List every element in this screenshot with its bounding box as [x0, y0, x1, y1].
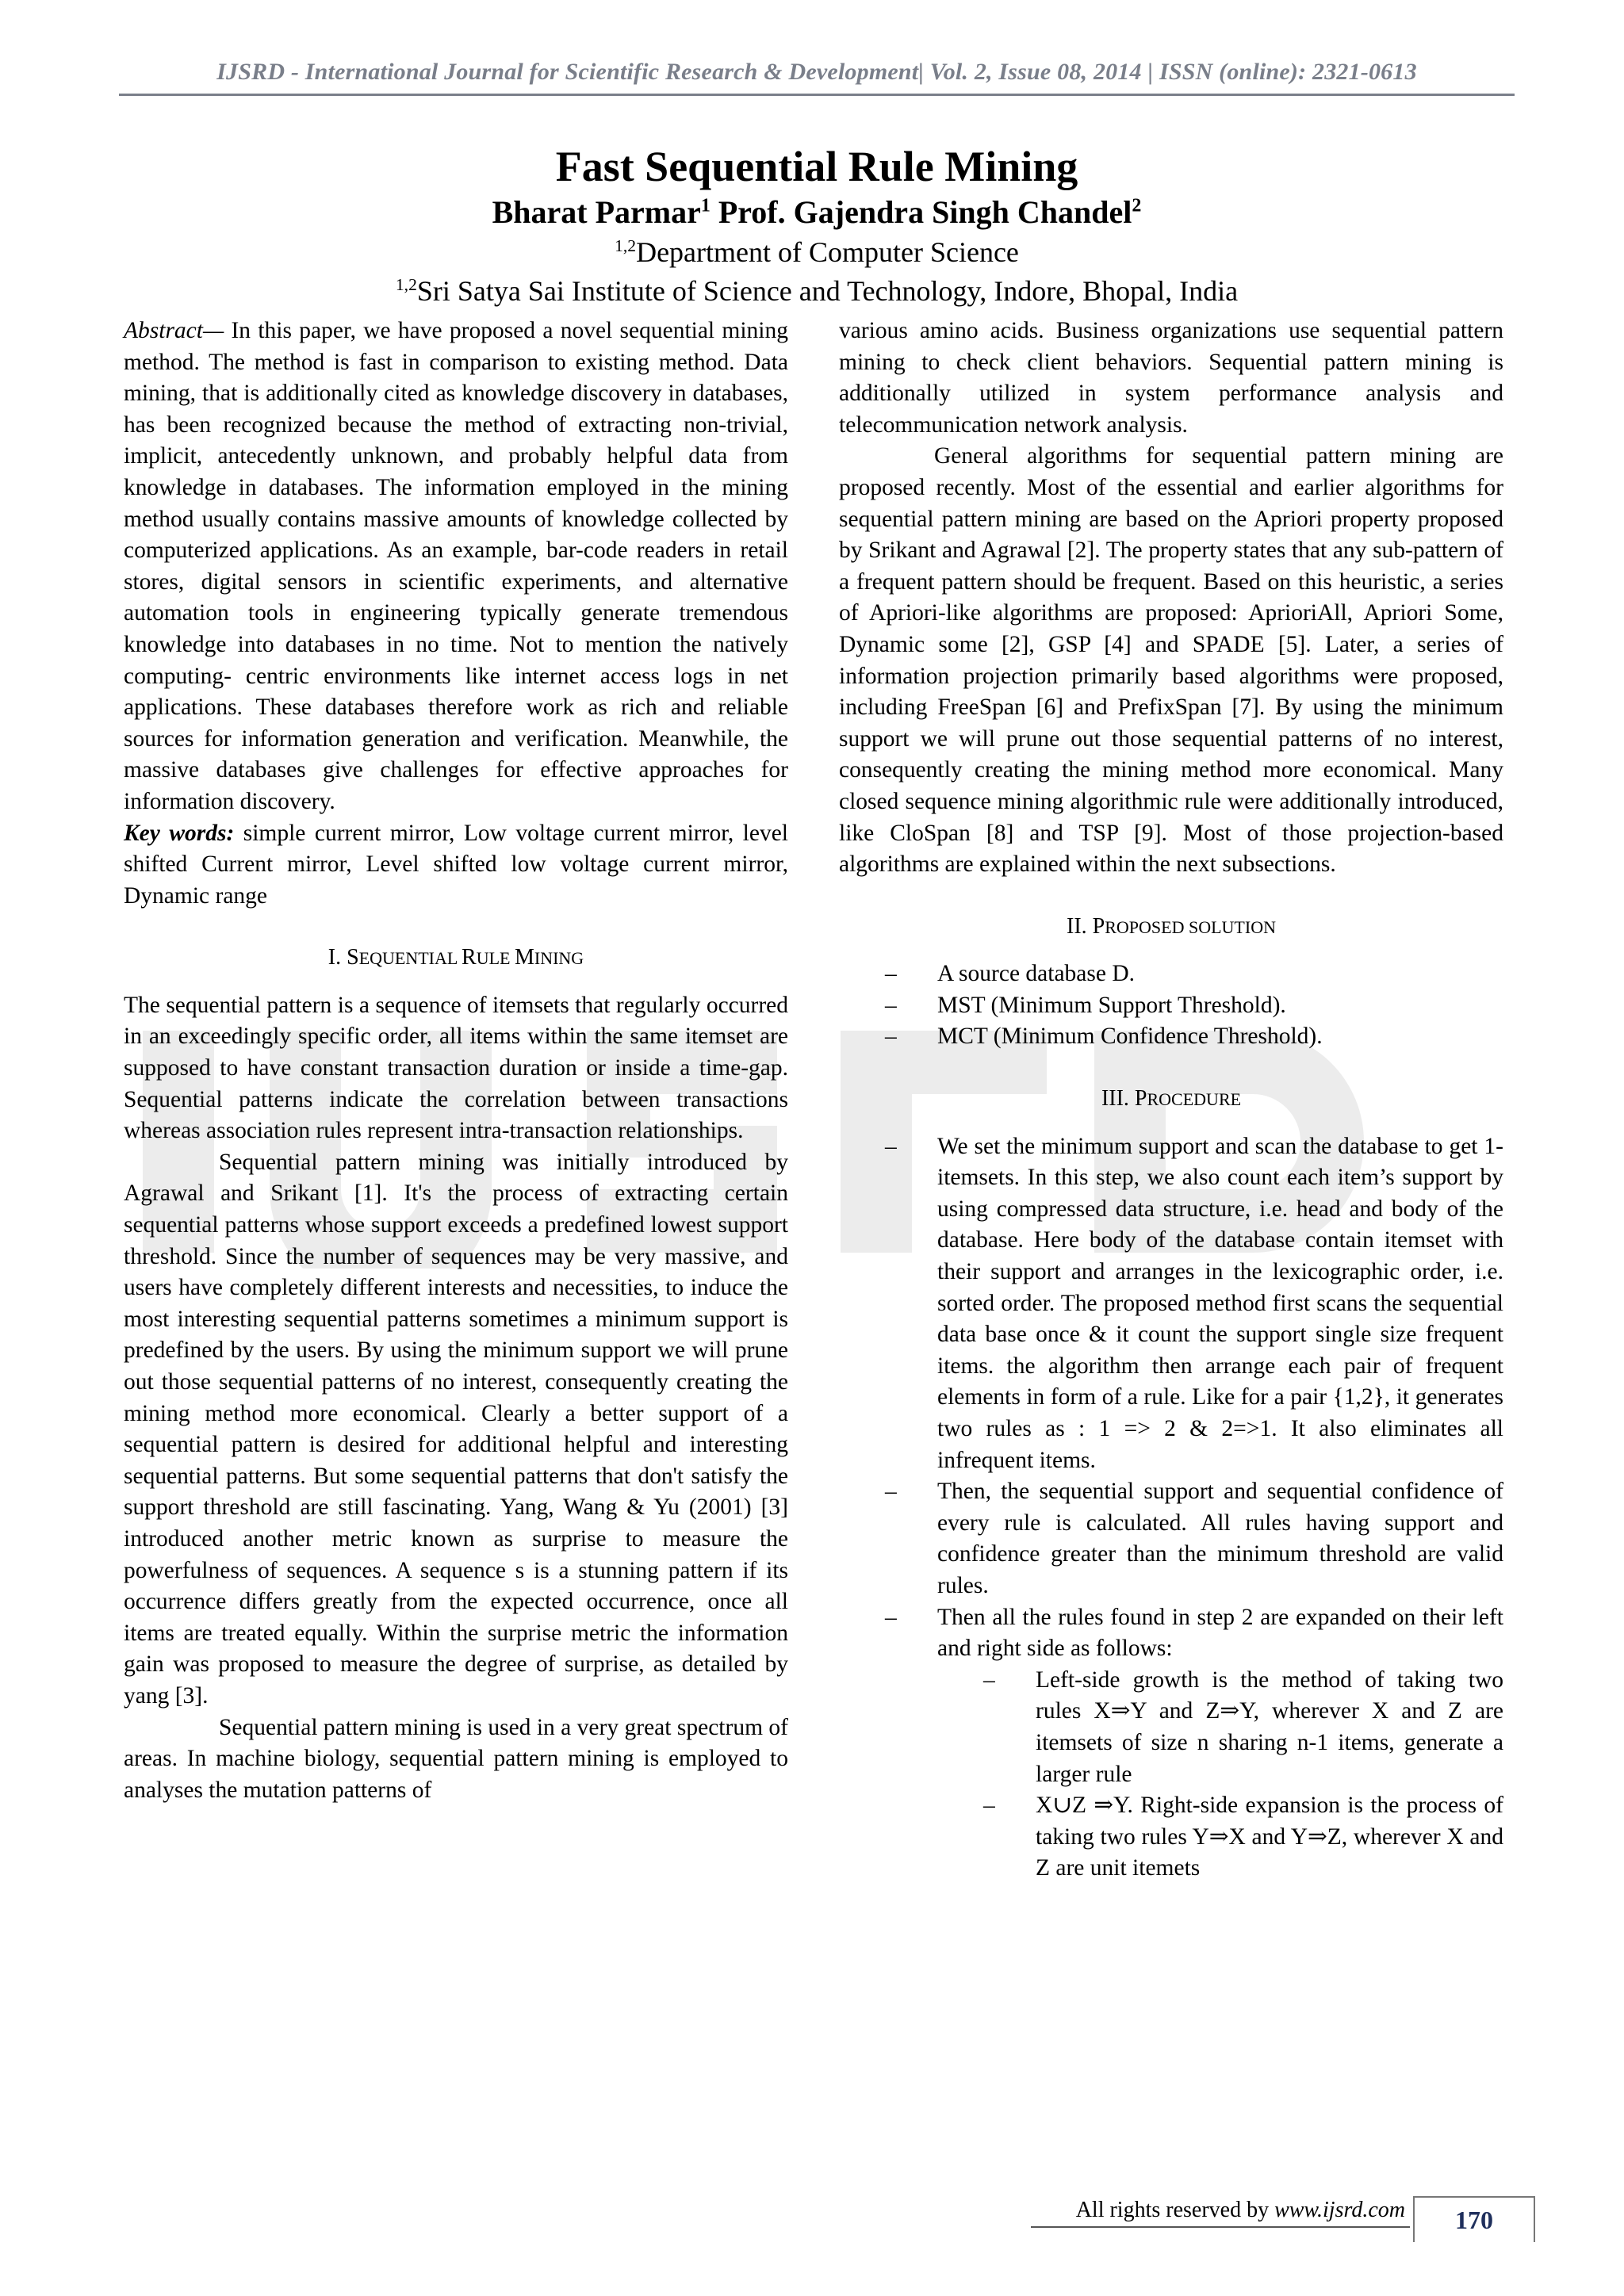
body-paragraph: Sequential pattern mining is used in a very great spectrum of areas. In machine biology, sequential pattern mining is employed to analyses the mutation patterns of — [124, 1714, 788, 1803]
institute: Sri Satya Sai Institute of Science and Technology, Indore, Bhopal, India — [416, 275, 1239, 307]
footer-rights — [952, 2198, 1405, 2223]
sub-list-item: – Left-side growth is the method of taking two rules X⇒Y and Z⇒Y, wherever X and Z are itemsets of size n sharing n-1 items, generate a larger rule — [937, 1665, 1503, 1790]
section-heading-3: III. PROCEDURE — [1101, 1086, 1242, 1112]
list-item: – Then, the sequential support and sequential confidence of every rule is calculated. All rules having support and confidence greater than the minimum threshold are valid rules. — [839, 1476, 1503, 1601]
author-mark: 2 — [1132, 195, 1142, 216]
footer-site-link[interactable]: www.ijsrd.com — [1274, 2198, 1405, 2222]
running-header: IJSRD - International Journal for Scientific Research & Development| Vol. 2, Issue 08, 2014 | ISSN (online): 2321-0613 — [216, 59, 1417, 85]
left-column — [124, 316, 788, 1806]
abstract — [124, 316, 788, 818]
footer-rights-text: All rights reserved by — [1075, 2198, 1275, 2222]
list-item: – MCT (Minimum Confidence Threshold). — [839, 1021, 1503, 1053]
paper-title: Fast Sequential Rule Mining — [555, 143, 1078, 190]
abstract-label: Abstract— — [124, 318, 224, 343]
section-heading-1: I. SEQUENTIAL RULE MINING — [327, 945, 584, 970]
header-rule — [119, 94, 1515, 96]
author-name: Bharat Parmar — [492, 194, 701, 230]
institute-line — [119, 271, 1515, 311]
right-column — [839, 316, 1503, 1885]
list-item-text: Then all the rules found in step 2 are expanded on their left and right side as follows: — [937, 1604, 1503, 1662]
list-item — [839, 1602, 1503, 1885]
department: Department of Computer Science — [636, 236, 1019, 268]
keywords-label: Key words: — [124, 820, 235, 846]
list-item: – MST (Minimum Support Threshold). — [839, 990, 1503, 1022]
body-paragraph: Sequential pattern mining was initially introduced by Agrawal and Srikant [1]. It's the process of extracting certain sequential patterns whose support exceeds a predefined lowest support threshold. Since the number of sequences may be very massive, and users have completely different interests and necessities, to induce the most interesting sequential patterns sometimes a minimum support is predefined by the users. By using the minimum support we will prune out those sequential patterns of no interest, consequently creating the mining method more economical. Clearly a better support of a sequential pattern is desired for additional helpful and interesting sequential patterns. But some sequential patterns that don't satisfy the support threshold are still fascinating. Yang, Wang & Yu (2001) [3] introduced another metric known as surprise to measure the powerfulness of sequences. A sequence s is a stunning pattern if its occurrence differs greatly from the expected occurrence, once all items are treated equally. Within the surprise metric the information gain was proposed to measure the degree of surprise, as detailed by yang [3]. — [124, 1149, 788, 1709]
affiliation-mark: 1,2 — [395, 275, 417, 294]
list-item: – A source database D. — [839, 959, 1503, 990]
keywords-text: simple current mirror, Low voltage current mirror, level shifted Current mirror, Level shifted low voltage current mirror, Dynamic range — [124, 820, 788, 909]
procedure-list — [839, 1131, 1503, 1885]
page-number: 170 — [1413, 2196, 1535, 2242]
author-name: Prof. Gajendra Singh Chandel — [718, 194, 1132, 230]
department-line — [119, 233, 1515, 271]
affiliation-mark: 1,2 — [615, 236, 637, 255]
author-line — [119, 192, 1515, 233]
body-paragraph: various amino acids. Business organizations use sequential pattern mining to check client behaviors. Sequential pattern mining is additionally utilized in system performance analysis and telecommunication network analysis. — [839, 318, 1503, 438]
abstract-text: In this paper, we have proposed a novel sequential mining method. The method is fast in comparison to existing method. Data mining, that is additionally cited as knowledge discovery in databases, has been recognized because the method of extracting non-trivial, implicit, antecedently unknown, and probably helpful data from knowledge in databases. The information employed in the mining method usually contains massive amounts of knowledge collected by computerized applications. As an example, bar-code readers in retail stores, digital sensors in scientific experiments, and alternative automation tools in engineering typically generate tremendous knowledge into databases in no time. Not to mention the natively computing- centric environments like internet access logs in net applications. These databases therefore work as rich and reliable sources for information generation and verification. Meanwhile, the massive databases give challenges for effective approaches for information discovery. — [124, 318, 788, 814]
requirements-list — [839, 959, 1503, 1053]
list-item: – We set the minimum support and scan the database to get 1-itemsets. In this step, we also count each item’s support by using compressed data structure, i.e. head and body of the database. Here body of the database contain itemset with their support and arranges in the lexicographic order, i.e. sorted order. The proposed method first scans the sequential data base once & it count the support single size frequent items. the algorithm then arrange each pair of frequent elements in form of a rule. Like for a pair {1,2}, it generates two rules as : 1 => 2 & 2=>1. It also eliminates all infrequent items. — [839, 1131, 1503, 1477]
author-mark: 1 — [700, 195, 710, 216]
footer-rule — [1031, 2226, 1410, 2228]
keywords — [124, 818, 788, 913]
sub-list-item: – X∪Z ⇒Y. Right-side expansion is the process of taking two rules Y⇒X and Y⇒Z, wherever X and Z are unit itemets — [937, 1790, 1503, 1885]
title-block — [119, 141, 1515, 311]
expansion-sublist — [937, 1665, 1503, 1885]
body-paragraph: The sequential pattern is a sequence of itemsets that regularly occurred in an exceedingly specific order, all items within the same itemset are supposed to have constant transaction duration or inside a time-gap. Sequential patterns indicate the correlation between transactions whereas association rules represent intra-transaction relationships. — [124, 992, 788, 1144]
section-heading-2: II. PROPOSED SOLUTION — [1067, 913, 1276, 939]
body-paragraph: General algorithms for sequential pattern mining are proposed recently. Most of the essential and earlier algorithms for sequential pattern mining are based on the Apriori property proposed by Srikant and Agrawal [2]. The property states that any sub-pattern of a frequent pattern should be frequent. Based on this heuristic, a series of Apriori-like algorithms are proposed: AprioriAll, Apriori Some, Dynamic some [2], GSP [4] and SPADE [5]. Later, a series of information projection primarily based algorithms were proposed, including FreeSpan [6] and PrefixSpan [7]. By using the minimum support we will prune out those sequential patterns of no interest, consequently creating the mining method more economical. Many closed sequence mining algorithmic rule were additionally introduced, like CloSpan [8] and TSP [9]. Most of those projection-based algorithms are explained within the next subsections. — [839, 443, 1503, 878]
